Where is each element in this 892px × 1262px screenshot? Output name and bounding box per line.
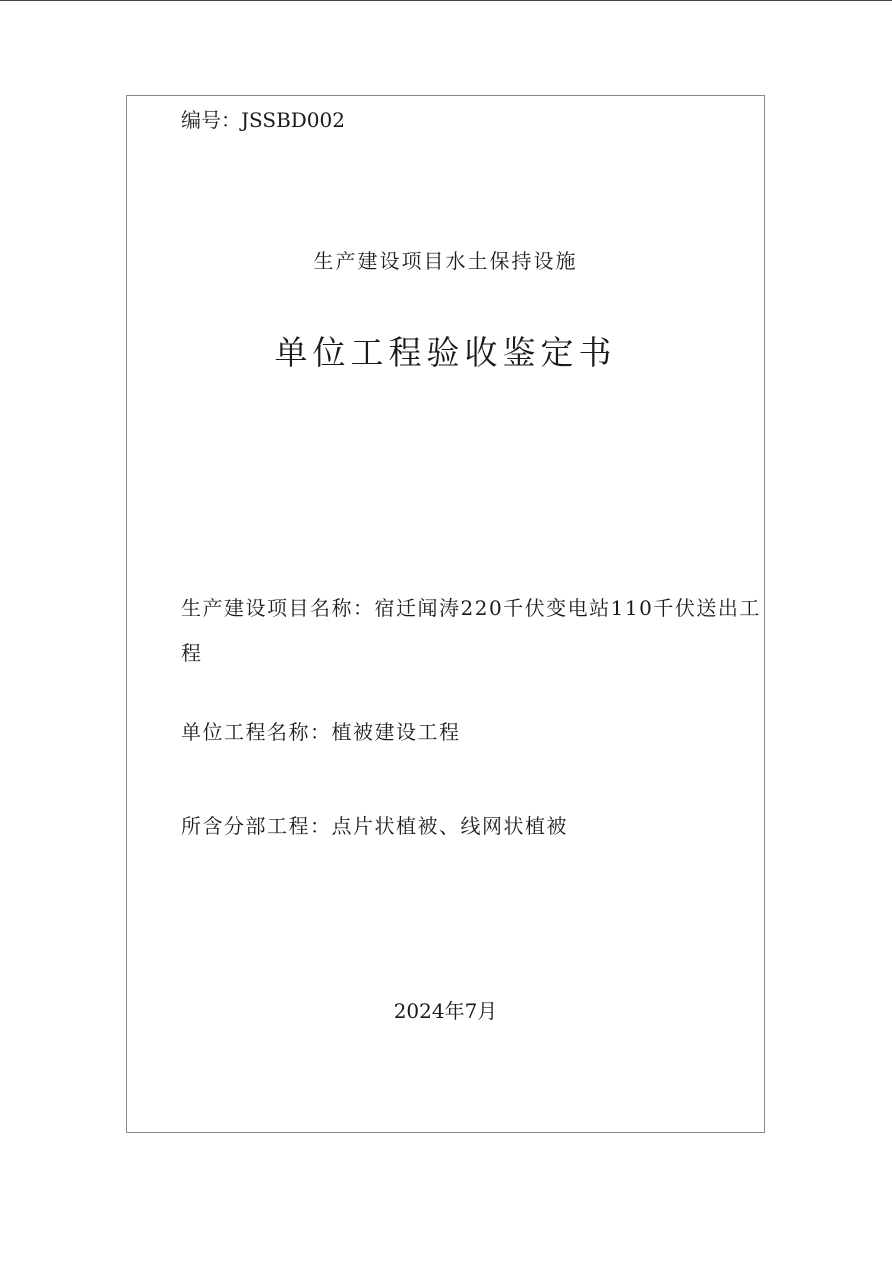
unit-project-field <box>181 717 761 747</box>
sub-projects-value: 点片状植被、线网状植被 <box>331 814 568 838</box>
sub-projects-field <box>181 811 761 841</box>
project-name-value: 宿迁闻涛220千伏变电站110千伏送出工程 <box>181 596 761 665</box>
document-title: 单位工程验收鉴定书 <box>274 333 617 372</box>
unit-project-label: 单位工程名称： <box>181 720 332 744</box>
document-subtitle: 生产建设项目水土保持设施 <box>313 249 578 273</box>
document-number <box>181 106 345 134</box>
project-name-field <box>181 586 761 676</box>
project-name-label: 生产建设项目名称： <box>181 596 375 620</box>
document-number-label: 编号： <box>181 108 241 132</box>
page-top-border <box>0 0 892 1</box>
document-number-value: JSSBD002 <box>241 108 345 132</box>
sub-projects-label: 所含分部工程： <box>181 814 332 838</box>
document-date: 2024年7月 <box>393 999 498 1023</box>
unit-project-value: 植被建设工程 <box>331 720 461 744</box>
